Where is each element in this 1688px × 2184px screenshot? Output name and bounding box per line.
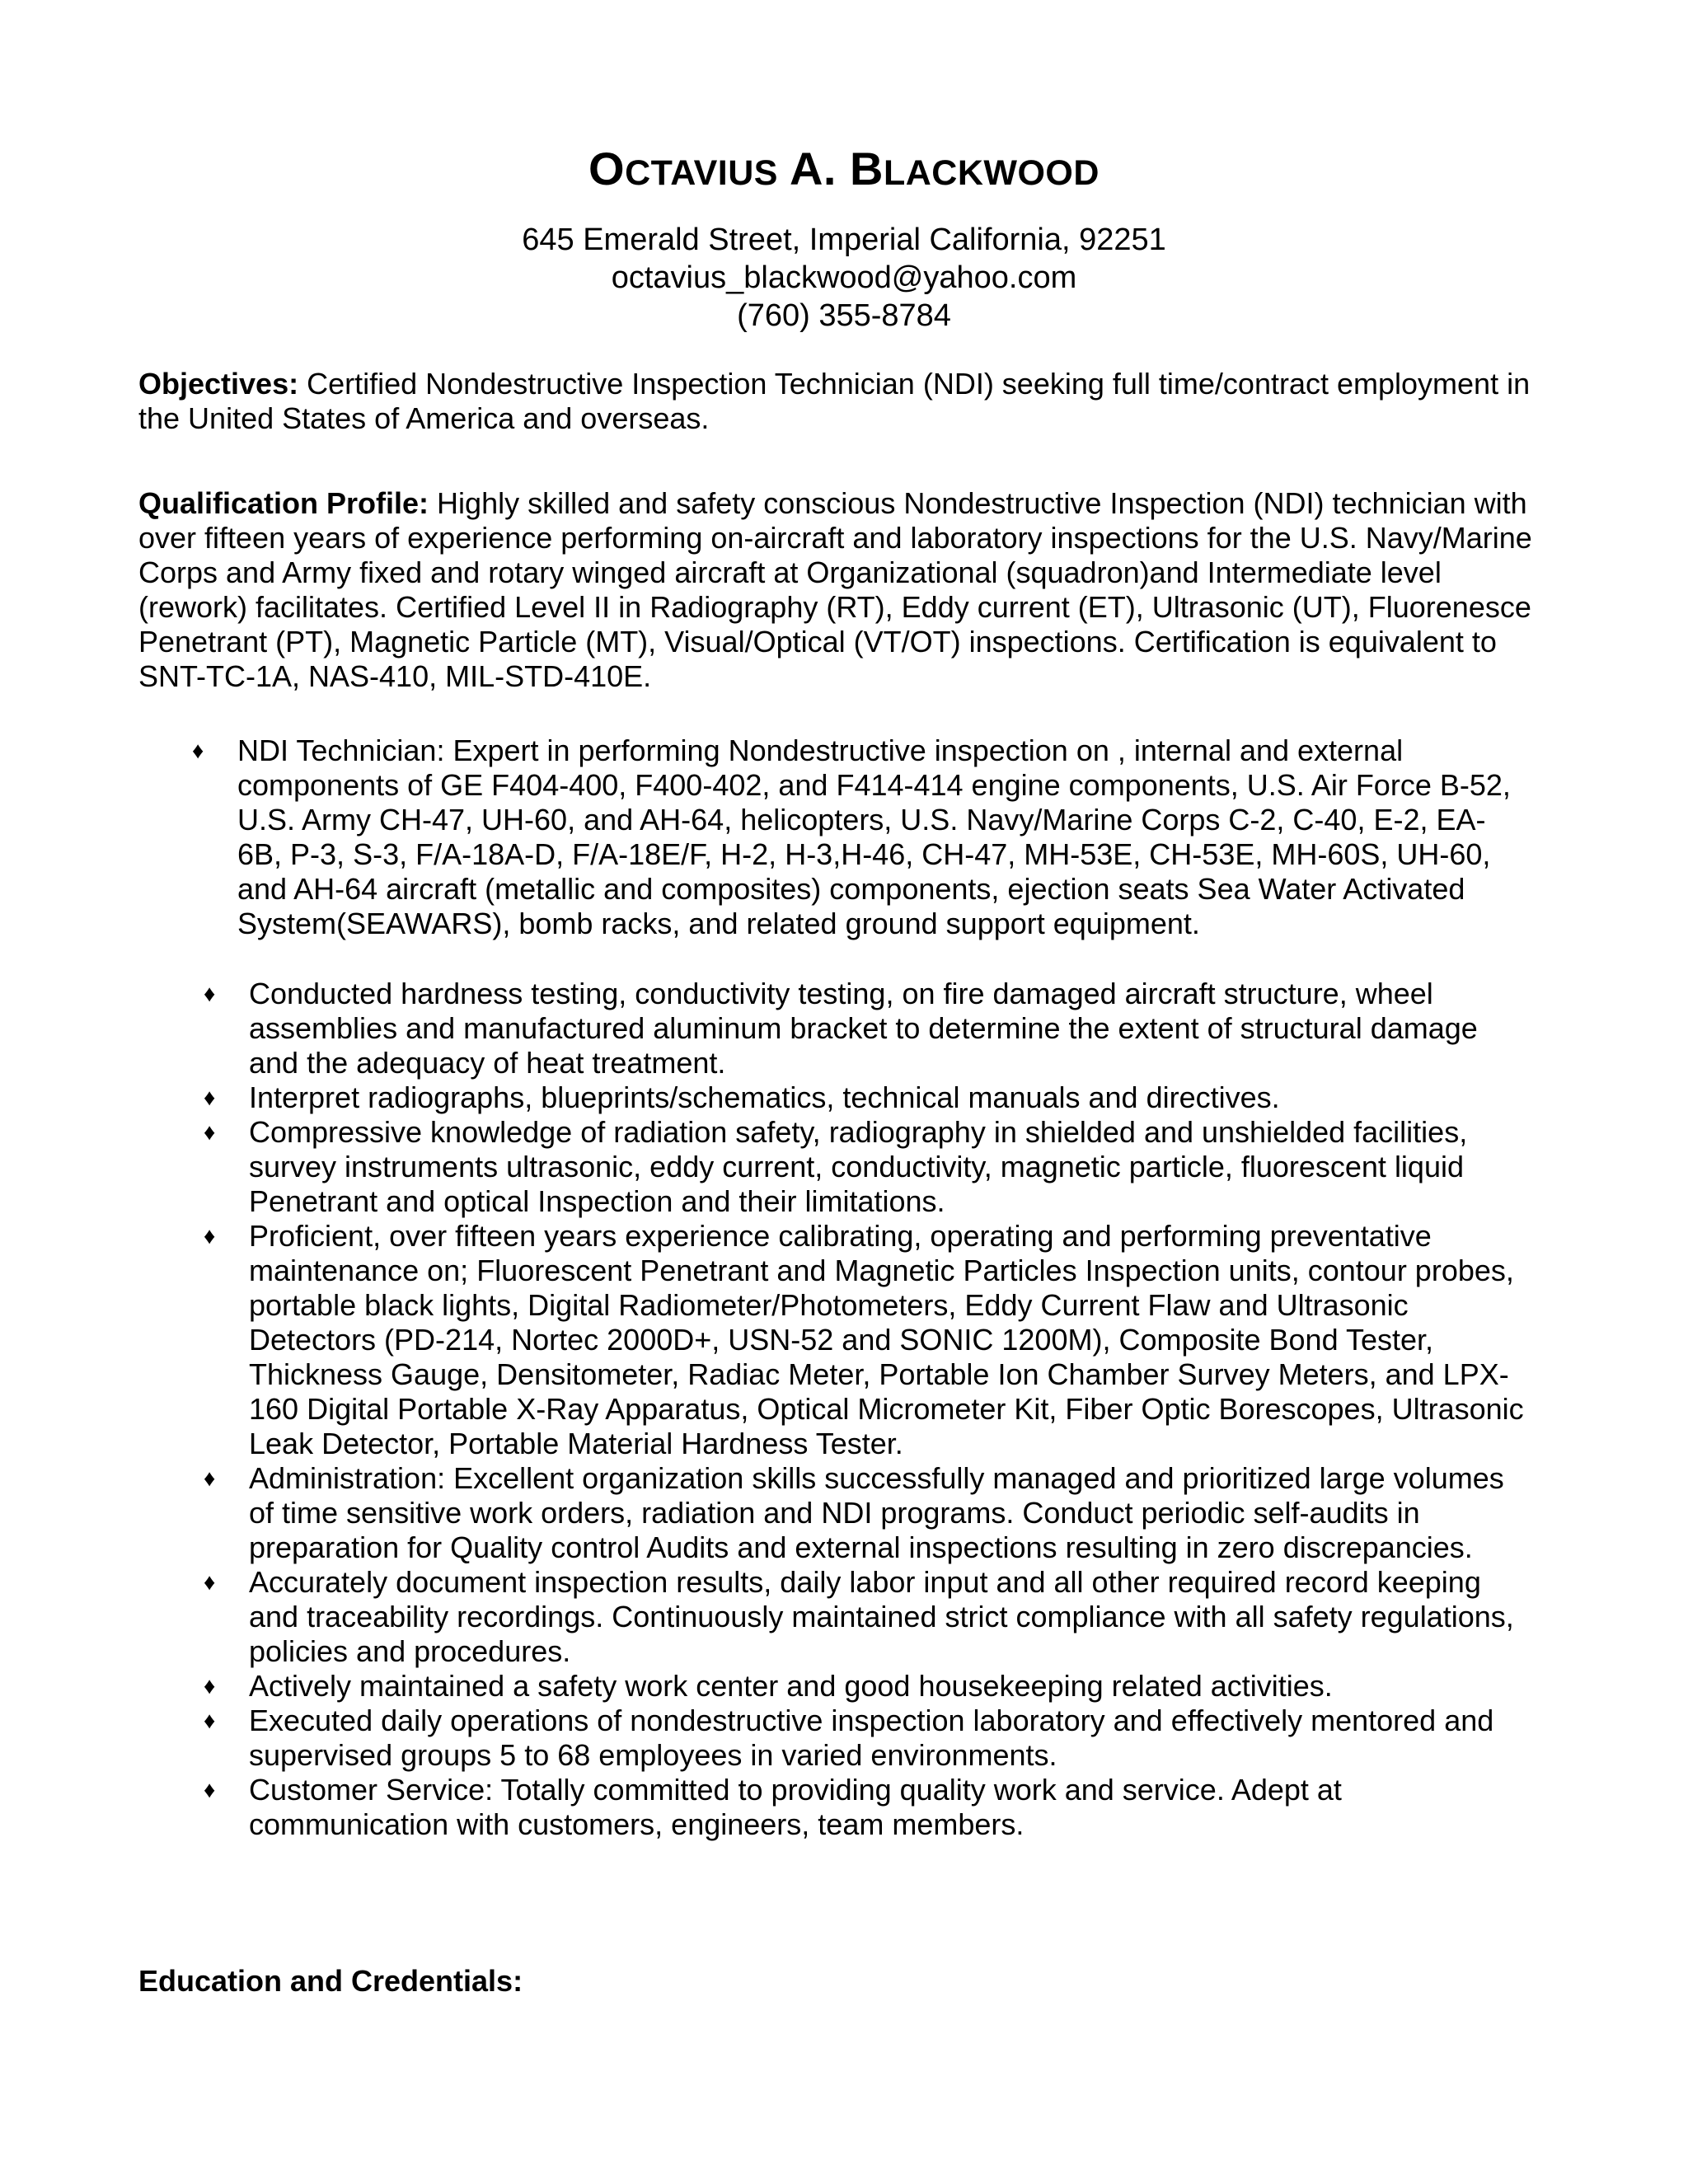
diamond-bullet-icon: ♦	[204, 1569, 216, 1595]
diamond-bullet-icon: ♦	[192, 738, 204, 763]
diamond-bullet-icon: ♦	[204, 1119, 216, 1145]
list-item-text: Accurately document inspection results, daily labor input and all other required record keeping and traceability recordings. Continuously maintained strict compliance with all safety regulations, policies and procedures.	[249, 1565, 1514, 1668]
list-item-text: Executed daily operations of nondestructive inspection laboratory and effectively mentored and supervised groups 5 to 68 employees in varied environments.	[249, 1704, 1494, 1772]
list-item	[192, 733, 1523, 941]
candidate-name	[0, 136, 1688, 206]
list-item-text: Conducted hardness testing, conductivity testing, on fire damaged aircraft structure, wheel assemblies and manufactured aluminum bracket to determine the extent of structural damage and the adequacy of heat treatment.	[249, 977, 1478, 1080]
diamond-bullet-icon: ♦	[204, 1673, 216, 1699]
address: 645 Emerald Street, Imperial California, 92251	[522, 223, 1166, 257]
email: octavius_blackwood@yahoo.com	[611, 260, 1077, 295]
diamond-bullet-icon: ♦	[204, 1777, 216, 1802]
name-first-initial: O	[588, 143, 626, 194]
diamond-bullet-icon: ♦	[204, 1708, 216, 1733]
diamond-bullet-icon: ♦	[204, 981, 216, 1006]
name-last-rest: LACKWOOD	[883, 153, 1100, 193]
qualification-paragraph	[138, 486, 1540, 694]
list-item	[204, 1115, 1535, 1219]
list-item	[204, 1461, 1535, 1565]
list-item-text: NDI Technician: Expert in performing Nondestructive inspection on , internal and external components of GE F404-400, F400-402, and F414-414 engine components, U.S. Air Force B-52, U.S. Army CH-47, UH-60, and AH-64, helicopters, U.S. Navy/Marine Corps C-2, C-40, E-2, EA-6B, P-3, S-3, F/A-18A-D, F/A-18E/F, H-2, H-3,H-46, CH-47, MH-53E, CH-53E, MH-60S, UH-60, and AH-64 aircraft (metallic and composites) components, ejection seats Sea Water Activated System(SEAWARS), bomb racks, and related ground support equipment.	[237, 733, 1511, 940]
list-item	[204, 977, 1535, 1080]
list-item	[204, 1773, 1535, 1842]
resume-header	[0, 136, 1688, 335]
qualification-label: Qualification Profile:	[138, 486, 429, 520]
diamond-bullet-icon: ♦	[204, 1465, 216, 1491]
name-middle: A.	[777, 143, 851, 194]
list-item-text: Customer Service: Totally committed to providing quality work and service. Adept at communication with customers, engineers, team members.	[249, 1773, 1342, 1841]
education-heading: Education and Credentials:	[138, 1964, 523, 1998]
list-item-text: Proficient, over fifteen years experience calibrating, operating and performing preventative maintenance on; Fluorescent Penetrant and Magnetic Particles Inspection units, contour probes, portable black lights, Digital Radiometer/Photometers, Eddy Current Flaw and Ultrasonic Detectors (PD-214, Nortec 2000D+, USN-52 and SONIC 1200M), Composite Bond Tester, Thickness Gauge, Densitometer, Radiac Meter, Portable Ion Chamber Survey Meters, and LPX-160 Digital Portable X-Ray Apparatus, Optical Micrometer Kit, Fiber Optic Borescopes, Ultrasonic Leak Detector, Portable Material Hardness Tester.	[249, 1219, 1524, 1460]
name-first-rest: CTAVIUS	[625, 153, 778, 193]
objective-paragraph	[138, 367, 1540, 436]
list-item	[204, 1669, 1535, 1704]
diamond-bullet-icon: ♦	[204, 1223, 216, 1249]
bullet-list-skills	[204, 977, 1535, 1842]
bullet-list-primary	[192, 733, 1523, 941]
qualification-text: Highly skilled and safety conscious Nondestructive Inspection (NDI) technician with over fifteen years of experience performing on-aircraft and laboratory inspections for the U.S. Navy/Marine Corps and Army fixed and rotary winged aircraft at Organizational (squadron)and Intermediate level (rework) facilitates. Certified Level II in Radiography (RT), Eddy current (ET), Ultrasonic (UT), Fluorenesce Penetrant (PT), Magnetic Particle (MT), Visual/Optical (VT/OT) inspections. Certification is equivalent to SNT-TC-1A, NAS-410, MIL-STD-410E.	[138, 486, 1532, 693]
contact-block	[0, 221, 1688, 335]
list-item	[204, 1080, 1535, 1115]
objective-text: Certified Nondestructive Inspection Technician (NDI) seeking full time/contract employment in the United States of America and overseas.	[138, 367, 1531, 435]
name-last-initial: B	[850, 143, 884, 194]
list-item-text: Administration: Excellent organization skills successfully managed and prioritized large volumes of time sensitive work orders, radiation and NDI programs. Conduct periodic self-audits in preparation for Quality control Audits and external inspections resulting in zero discrepancies.	[249, 1461, 1504, 1564]
objective-label: Objectives:	[138, 367, 299, 401]
phone: (760) 355-8784	[737, 298, 951, 333]
list-item	[204, 1219, 1535, 1461]
list-item-text: Interpret radiographs, blueprints/schematics, technical manuals and directives.	[249, 1080, 1280, 1114]
diamond-bullet-icon: ♦	[204, 1085, 216, 1110]
list-item	[204, 1704, 1535, 1773]
list-item-text: Compressive knowledge of radiation safety, radiography in shielded and unshielded facilities, survey instruments ultrasonic, eddy current, conductivity, magnetic particle, fluorescent liquid Penetrant and optical Inspection and their limitations.	[249, 1115, 1468, 1218]
list-item-text: Actively maintained a safety work center and good housekeeping related activities.	[249, 1669, 1333, 1703]
list-item	[204, 1565, 1535, 1669]
